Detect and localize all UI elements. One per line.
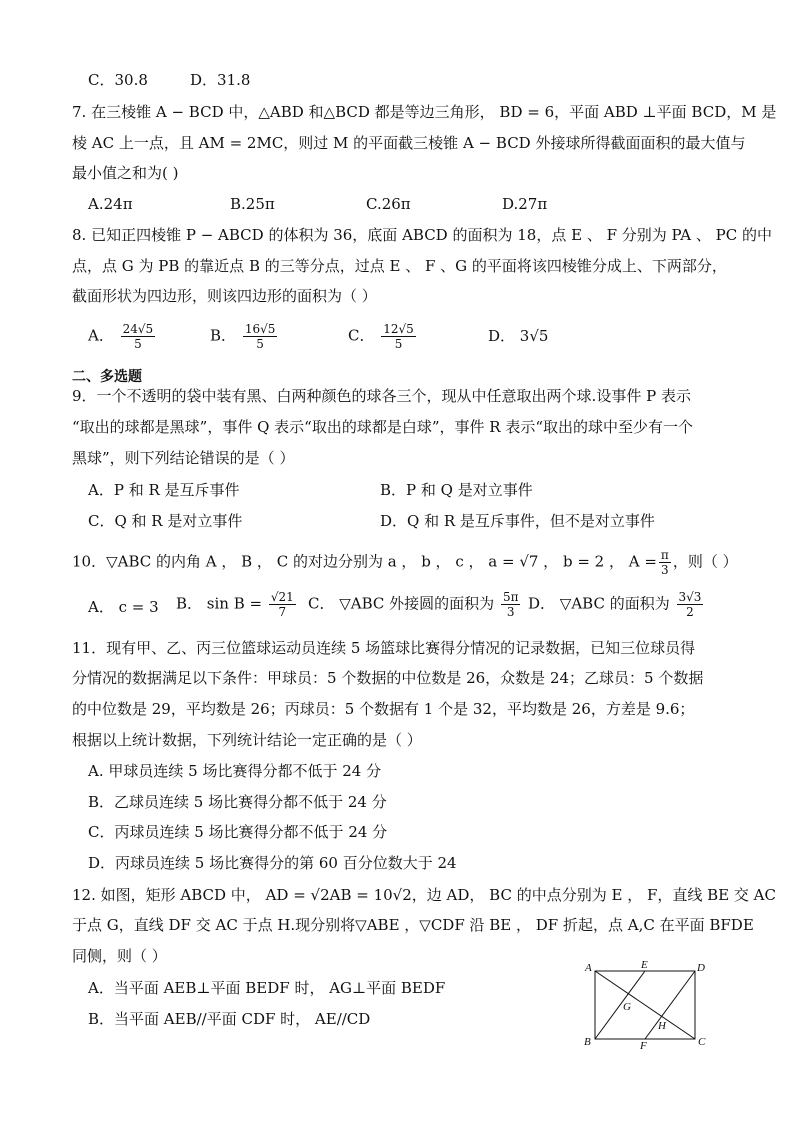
q8-option-a — [88, 322, 157, 351]
q10-b-den: 7 — [278, 605, 287, 619]
q10-c-num: 5π — [502, 590, 519, 604]
q8-option-c — [348, 322, 418, 351]
line-ac — [595, 971, 695, 1039]
q8-option-c-fraction — [381, 322, 416, 351]
q10-option-d-label: D． ▽ABC 的面积为 — [528, 594, 670, 613]
q10-option-d-fraction — [677, 590, 704, 619]
q8-option-a-label: A． — [88, 326, 114, 345]
q8-option-b-fraction — [243, 322, 278, 351]
q8-c-den: 5 — [394, 337, 403, 351]
q11-option-a: A. 甲球员连续 5 场比赛得分都不低于 24 分 — [88, 762, 382, 780]
q7-line-3: 最小值之和为( ) — [72, 164, 179, 182]
label-h: H — [658, 1020, 666, 1032]
line-be — [595, 971, 645, 1039]
q11-option-b: B．乙球员连续 5 场比赛得分都不低于 24 分 — [88, 793, 387, 811]
q10-option-d — [528, 590, 705, 619]
q10-d-num: 3√3 — [678, 590, 702, 604]
q9-option-d: D．Q 和 R 是互斥事件，但不是对立事件 — [380, 512, 655, 530]
q10-option-c-label: C． ▽ABC 外接圆的面积为 — [308, 594, 495, 613]
q8-option-b-label: B． — [210, 326, 237, 345]
q11-line-2: 分情况的数据满足以下条件：甲球员：5 个数据的中位数是 26，众数是 24；乙球员：5 个数据 — [72, 669, 704, 687]
q8-c-num: 12√5 — [383, 322, 414, 336]
q9-option-c: C．Q 和 R 是对立事件 — [88, 512, 243, 530]
label-e: E — [641, 959, 648, 971]
q10-b-num: √21 — [270, 590, 294, 604]
q8-a-den: 5 — [134, 337, 142, 351]
label-f: F — [640, 1040, 647, 1050]
q10-option-b-fraction — [269, 590, 296, 619]
q8-a-num: 24√5 — [122, 322, 154, 336]
line-df — [645, 971, 695, 1039]
q7-option-d: D.27π — [502, 195, 548, 213]
q8-line-1: 8. 已知正四棱锥 P − ABCD 的体积为 36，底面 ABCD 的面积为 18，点 E 、 F 分别为 PA 、 PC 的中 — [72, 226, 772, 244]
label-g: G — [623, 1001, 631, 1013]
rectangle-figure — [578, 958, 712, 1050]
q10-option-b-label: B． sin B = — [176, 594, 263, 613]
q8-b-num: 16√5 — [244, 322, 276, 336]
q9-line-2: “取出的球都是黑球”，事件 Q 表示“取出的球都是白球”，事件 R 表示“取出的球中至少有一个 — [72, 418, 694, 436]
q12-option-b: B．当平面 AEB//平面 CDF 时， AE//CD — [88, 1010, 371, 1028]
q11-option-d: D．丙球员连续 5 场比赛得分的第 60 百分位数大于 24 — [88, 854, 457, 872]
label-b: B — [584, 1036, 591, 1048]
q6-option-c: C．30.8 — [88, 71, 148, 89]
q7-line-1: 7. 在三棱锥 A − BCD 中，△ABD 和△BCD 都是等边三角形， BD = 6，平面 ABD ⊥平面 BCD，M 是 — [72, 103, 777, 121]
q8-option-a-fraction — [121, 322, 156, 351]
q10-option-b — [176, 590, 298, 619]
q9-line-3: 黑球”，则下列结论错误的是（ ） — [72, 449, 295, 467]
q8-b-den: 5 — [256, 337, 264, 351]
label-c: C — [698, 1036, 706, 1048]
q11-option-c: C．丙球员连续 5 场比赛得分都不低于 24 分 — [88, 823, 388, 841]
q9-option-b: B．P 和 Q 是对立事件 — [380, 481, 533, 499]
q9-line-1: 9．一个不透明的袋中装有黑、白两种颜色的球各三个，现从中任意取出两个球.设事件 P 表示 — [72, 387, 691, 405]
q11-line-1: 11．现有甲、乙、丙三位篮球运动员连续 5 场篮球比赛得分情况的记录数据，已知三位球员得 — [72, 639, 696, 657]
q10-d-den: 2 — [686, 605, 694, 619]
q7-option-c: C.26π — [366, 195, 411, 213]
q12-option-a: A．当平面 AEB⊥平面 BEDF 时， AG⊥平面 BEDF — [88, 979, 446, 997]
q10-c-den: 3 — [506, 605, 515, 619]
q10-stem-end: ，则（ ） — [672, 552, 738, 571]
q11-line-3: 的中位数是 29，平均数是 26；丙球员：5 个数据有 1 个是 32，平均数是 26，方差是 9.6； — [72, 700, 695, 718]
q7-option-a: A.24π — [88, 195, 133, 213]
q12-line-3: 同侧，则（ ） — [72, 947, 167, 965]
q10-option-c — [308, 590, 522, 619]
q12-line-2: 于点 G，直线 DF 交 AC 于点 H.现分别将▽ABE ，▽CDF 沿 BE ， DF 折起，点 A,C 在平面 BFDE — [72, 916, 754, 934]
q12-line-1: 12. 如图，矩形 ABCD 中， AD = √2AB = 10√2，边 AD， BC 的中点分别为 E ， F，直线 BE 交 AC — [72, 886, 776, 904]
q7-option-b: B.25π — [230, 195, 275, 213]
q8-option-d: D． 3√5 — [488, 327, 549, 345]
q10-stem: 10．▽ABC 的内角 A ， B ， C 的对边分别为 a ， b ， c ， a = √7 ， b = 2 ， A = — [72, 552, 657, 571]
q8-line-2: 点，点 G 为 PB 的靠近点 B 的三等分点，过点 E 、 F 、G 的平面将该四棱锥分成上、下两部分， — [72, 257, 727, 275]
q8-option-c-label: C． — [348, 326, 375, 345]
label-a: A — [585, 962, 592, 974]
q9-option-a: A．P 和 R 是互斥事件 — [88, 481, 240, 499]
q11-line-4: 根据以上统计数据，下列统计结论一定正确的是（ ） — [72, 731, 422, 749]
q7-line-2: 棱 AC 上一点，且 AM = 2MC，则过 M 的平面截三棱锥 A − BCD 外接球所得截面面积的最大值与 — [72, 134, 746, 152]
q10-angle-fraction — [659, 548, 671, 577]
q8-option-b — [210, 322, 279, 351]
q8-line-3: 截面形状为四边形，则该四边形的面积为（ ） — [72, 287, 377, 305]
q10-line-1 — [72, 548, 738, 577]
q10-option-c-fraction — [501, 590, 521, 619]
section-header-multiple-choice: 二、多选题 — [72, 369, 142, 385]
q10-angle-num: π — [660, 548, 669, 562]
q6-option-d: D．31.8 — [190, 71, 251, 89]
q10-option-a: A． c = 3 — [88, 598, 159, 616]
q10-angle-den: 3 — [661, 563, 669, 577]
label-d: D — [697, 962, 705, 974]
